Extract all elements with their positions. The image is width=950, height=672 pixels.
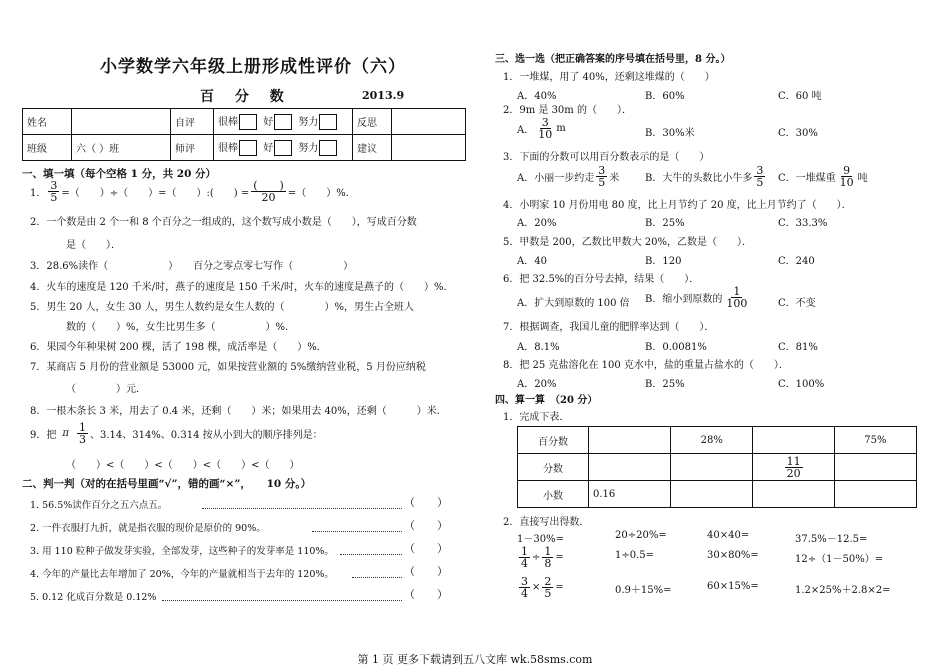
calc-item: 0.9＋15%= xyxy=(615,585,672,596)
section4-sub1: 1．完成下表． xyxy=(503,412,570,423)
choice-question: 8．把 25 克盐溶化在 100 克水中，盐的重量占盐水的（ ）． xyxy=(503,360,789,371)
calc-item: $\frac{3}{4}$ × $\frac{2}{5}$ = xyxy=(521,575,564,600)
option-b[interactable]: B．0.0081% xyxy=(645,342,707,353)
answer-paren[interactable]: （ ） xyxy=(404,542,448,555)
page-title: 小学数学六年级上册形成性评价（六） xyxy=(100,57,406,77)
choice-question: 7．根据调查，我国儿童的肥胖率达到（ ）． xyxy=(503,322,715,333)
calc-item: 40×40= xyxy=(707,530,750,541)
section2-heading: 二、判一判（对的在括号里画“√”，错的画“×”， 10 分。） xyxy=(22,478,312,490)
option-b[interactable]: B．大牛的头数比小牛多 $\frac{3}{5}$ xyxy=(645,164,764,189)
table-cell: 0.16 xyxy=(589,481,671,508)
option-a[interactable]: A．小丽一步约走 $\frac{3}{5}$ 米 xyxy=(517,164,620,189)
dotted-leader xyxy=(340,554,402,555)
page-subtitle: 百 分 数 xyxy=(200,89,292,105)
option-c[interactable]: C．33.3% xyxy=(778,218,828,229)
effort-checkbox[interactable] xyxy=(319,114,337,130)
dotted-leader xyxy=(352,577,402,578)
question-5b: 数的（ ）%，女生比男生多（ ）%． xyxy=(66,322,296,333)
teacher-eval-boxes xyxy=(214,135,353,161)
class-field[interactable]: 六（ ）班 xyxy=(72,135,171,161)
fraction: $\frac{11}{20}$ xyxy=(786,454,801,480)
table-cell xyxy=(753,454,835,481)
question-1: 1． $\frac{3}{5}$ =（ ）÷（ ）=（ ）:( ) = $\frac{( )}{20}$ =（ ）%． xyxy=(30,179,356,204)
very-good-checkbox[interactable] xyxy=(239,140,257,156)
answer-paren[interactable]: （ ） xyxy=(404,519,448,532)
option-a[interactable]: A． $\frac{3}{10}$ m xyxy=(517,116,566,141)
fraction: $\frac{1}{3}$ xyxy=(78,421,86,446)
option-c[interactable]: C．一堆煤重 $\frac{9}{10}$ 吨 xyxy=(778,164,868,189)
option-b[interactable]: B．30%米 xyxy=(645,128,695,139)
fraction: $\frac{1}{8}$ xyxy=(544,545,552,570)
choice-question: 4．小明家 10 月份用电 80 度，比上月节约了 20 度，比上月节约了（ ）． xyxy=(503,200,852,211)
option-a[interactable]: A．20% xyxy=(517,379,557,390)
option-b[interactable]: B．60% xyxy=(645,91,685,102)
good-checkbox[interactable] xyxy=(274,140,292,156)
good-checkbox[interactable] xyxy=(274,114,292,130)
option-c[interactable]: C．81% xyxy=(778,342,818,353)
right-column xyxy=(495,0,940,640)
option-a[interactable]: A．扩大到原数的 100 倍 xyxy=(517,298,630,309)
section4-sub2: 2．直接写出得数． xyxy=(503,517,590,528)
question-3: 3．28.6%读作（ ） 百分之零点零七写作（ ） xyxy=(30,261,354,272)
table-cell[interactable] xyxy=(671,454,753,481)
question-7a: 7．某商店 5 月份的营业额是 53000 元，如果按营业额的 5%缴纳营业税，5 月份应纳税 xyxy=(30,362,426,373)
name-field[interactable] xyxy=(72,109,171,135)
table-cell[interactable] xyxy=(753,481,835,508)
class-label: 班级 xyxy=(23,135,72,161)
effort-label: 努力 xyxy=(298,116,319,128)
dotted-leader xyxy=(202,508,402,509)
fraction: $\frac{3}{5}$ xyxy=(756,164,764,189)
table-cell: 75% xyxy=(834,427,916,454)
fraction: $\frac{1}{100}$ xyxy=(726,285,748,310)
option-a[interactable]: A．40% xyxy=(517,91,557,102)
self-eval-boxes xyxy=(214,109,353,135)
option-b[interactable]: B．120 xyxy=(645,256,682,267)
option-c[interactable]: C．不变 xyxy=(778,298,816,309)
judge-item: 5. 0.12 化成百分数是 0.12% xyxy=(30,592,157,603)
choice-question: 5．甲数是 200，乙数比甲数大 20%，乙数是（ ）． xyxy=(503,237,753,248)
table-cell: 分数 xyxy=(518,454,589,481)
question-4: 4．火车的速度是 120 千米/时，燕子的速度是 150 千米/时，火车的速度是燕子的（ ）%． xyxy=(30,282,454,293)
fraction: $\frac{9}{10}$ xyxy=(839,164,854,189)
section3-heading: 三、选一选（把正确答案的序号填在括号里，8 分。） xyxy=(495,54,731,65)
calc-item: 30×80%= xyxy=(707,550,759,561)
judge-item: 3. 用 110 粒种子做发芽实验，全部发芽，这些种子的发芽率是 110%。 xyxy=(30,546,334,557)
question-5a: 5．男生 20 人，女生 30 人，男生人数约是女生人数的（ ）%，男生占全班人 xyxy=(30,302,415,313)
option-c[interactable]: C．240 xyxy=(778,256,815,267)
choice-question: 3．下面的分数可以用百分数表示的是（ ） xyxy=(503,152,710,163)
question-2a: 2．一个数是由 2 个一和 8 个百分之一组成的，这个数写成小数是（ ），写成百分数 xyxy=(30,217,417,228)
option-a[interactable]: A．40 xyxy=(517,256,547,267)
fraction: $\frac{( )}{20}$ xyxy=(253,179,284,204)
question-9: 9．把 π $\frac{1}{3}$ 、3.14̇、314%、0.314 按从小到大的顺序排列是： xyxy=(30,421,323,446)
calc-item: 12÷（1－50%）= xyxy=(795,554,884,565)
fraction: $\frac{3}{4}$ xyxy=(521,575,528,600)
very-good-checkbox[interactable] xyxy=(239,114,257,130)
effort-checkbox[interactable] xyxy=(319,140,337,156)
very-good-label: 很棒 xyxy=(218,116,238,128)
fraction: $\frac{1}{4}$ xyxy=(521,545,528,570)
judge-item: 4. 今年的产量比去年增加了 20%，今年的产量就相当于去年的 120%。 xyxy=(30,569,334,580)
table-cell: 28% xyxy=(671,427,753,454)
good-label: 好 xyxy=(263,116,274,128)
question-8: 8．一根木条长 3 米，用去了 0.4 米，还剩（ ）米；如果用去 40%，还剩（ ）米． xyxy=(30,406,447,417)
question-7b: （ ）元． xyxy=(66,384,146,395)
table-cell: 小数 xyxy=(518,481,589,508)
option-b[interactable]: B．25% xyxy=(645,218,685,229)
exam-date: 2013.9 xyxy=(362,89,405,102)
calc-item: 20÷20%= xyxy=(615,530,667,541)
self-eval-label: 自评 xyxy=(171,109,214,135)
table-cell[interactable] xyxy=(671,481,753,508)
table-cell[interactable] xyxy=(589,427,671,454)
option-c[interactable]: C．60 吨 xyxy=(778,91,822,102)
choice-question: 1．一堆煤，用了 40%，还剩这堆煤的（ ） xyxy=(503,72,715,83)
calc-item: 37.5%－12.5= xyxy=(795,534,868,545)
option-c[interactable]: C．100% xyxy=(778,379,825,390)
table-cell[interactable] xyxy=(589,454,671,481)
conversion-table xyxy=(517,426,917,508)
judge-item: 1. 56.5%读作百分之五六点五。 xyxy=(30,500,168,511)
effort-label: 努力 xyxy=(298,142,319,154)
calc-item: 1÷0.5= xyxy=(615,550,655,561)
good-label: 好 xyxy=(263,142,274,154)
judge-item: 2. 一件衣服打九折，就是指衣服的现价是原价的 90%。 xyxy=(30,523,266,534)
option-a[interactable]: A．8.1% xyxy=(517,342,560,353)
question-9-answer: （ ）<（ ）<（ ）<（ ）<（ ） xyxy=(66,460,300,471)
table-cell[interactable] xyxy=(834,454,916,481)
question-6: 6．果园今年种果树 200 棵，活了 198 棵，成活率是（ ）%． xyxy=(30,342,327,353)
reflect-label: 反思 xyxy=(353,109,392,135)
name-label: 姓名 xyxy=(23,109,72,135)
section1-heading: 一、填一填（每个空格 1 分，共 20 分） xyxy=(22,168,217,180)
option-b[interactable]: B．25% xyxy=(645,379,685,390)
table-cell[interactable] xyxy=(834,481,916,508)
calc-item: 1－30%= xyxy=(517,534,564,545)
very-good-label: 很棒 xyxy=(218,142,238,154)
dotted-leader xyxy=(162,600,402,601)
calc-item: 1.2×25%＋2.8×2= xyxy=(795,585,891,596)
reflect-field[interactable] xyxy=(392,109,466,135)
section4-heading: 四、算一算 （20 分） xyxy=(495,395,598,406)
answer-paren[interactable]: （ ） xyxy=(404,496,448,509)
table-cell[interactable] xyxy=(753,427,835,454)
calc-item: 60×15%= xyxy=(707,581,759,592)
answer-paren[interactable]: （ ） xyxy=(404,588,448,601)
choice-question: 2．9m 是 30m 的（ ）． xyxy=(503,105,632,116)
option-b[interactable]: B．缩小到原数的 $\frac{1}{100}$ xyxy=(645,285,748,310)
answer-paren[interactable]: （ ） xyxy=(404,565,448,578)
option-c[interactable]: C．30% xyxy=(778,128,818,139)
calc-item: $\frac{1}{4}$ ÷ $\frac{1}{8}$ = xyxy=(521,545,564,570)
teacher-eval-label: 师评 xyxy=(171,135,214,161)
fraction: $\frac{3}{5}$ xyxy=(50,179,58,204)
choice-question: 6．把 32.5%的百分号去掉，结果（ ）． xyxy=(503,274,700,285)
fraction: $\frac{2}{5}$ xyxy=(544,575,552,600)
suggest-field[interactable] xyxy=(392,135,466,161)
question-2b: 是（ ）． xyxy=(66,240,121,251)
option-a[interactable]: A．20% xyxy=(517,218,557,229)
suggest-label: 建议 xyxy=(353,135,392,161)
page-footer: 第 1 页 更多下载请到五八文库 wk.58sms.com xyxy=(357,653,593,666)
student-info-table xyxy=(22,108,466,161)
fraction: $\frac{3}{5}$ xyxy=(598,164,606,189)
dotted-leader xyxy=(312,531,402,532)
table-cell: 百分数 xyxy=(518,427,589,454)
left-column xyxy=(22,0,477,640)
fraction: $\frac{3}{10}$ xyxy=(538,116,553,141)
